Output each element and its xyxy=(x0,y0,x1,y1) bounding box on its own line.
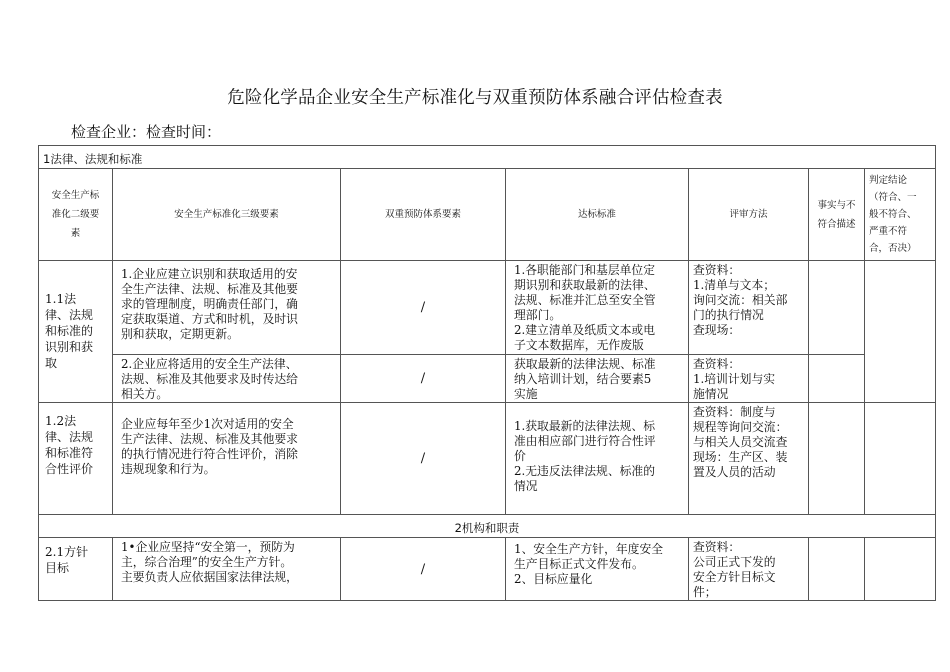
section-title-organization: 2机构和职责 xyxy=(39,515,936,538)
section-row-1 xyxy=(39,146,936,169)
header-method: 评审方法 xyxy=(689,169,809,261)
header-tertiary-element: 安全生产标准化三级要素 xyxy=(113,169,341,261)
header-row xyxy=(39,169,936,261)
facts-cell xyxy=(809,538,865,601)
header-conclusion: 判定结论 （符合、一 般不符合、 严重不符 合，否决） xyxy=(865,169,936,261)
element-1-1: 1.1法 律、法规 和标准的 识别和获 取 xyxy=(39,261,113,403)
facts-cell xyxy=(809,403,865,515)
method-cell: 查资料：制度与 规程等询问交流： 与相关人员交流查 现场：生产区、装 置及人员的活动 xyxy=(689,403,809,515)
checklist-table xyxy=(38,145,936,601)
standard-cell: 获取最新的法律法规、标准 纳入培训计划，结合要素5 实施 xyxy=(506,355,689,403)
table-row xyxy=(39,403,936,515)
requirement-cell: 企业应每年至少1次对适用的安全 生产法律、法规、标准及其他要求 的执行情况进行符合性评价，消除 违规现象和行为。 xyxy=(113,403,341,515)
standard-cell: 1、安全生产方针，年度安全 生产目标正式文件发布。 2、目标应量化 xyxy=(506,538,689,601)
conclusion-cell xyxy=(865,403,936,515)
inspection-meta-line: 检查企业：检查时间： xyxy=(71,123,222,141)
facts-cell xyxy=(809,261,865,355)
conclusion-cell xyxy=(865,538,936,601)
method-cell: 查资料： 1.清单与文本； 询问交流：相关部 门的执行情况 查现场： xyxy=(689,261,809,355)
method-cell: 查资料： 公司正式下发的 安全方针目标文 件； xyxy=(689,538,809,601)
table-row xyxy=(39,538,936,601)
table-row xyxy=(39,355,936,403)
requirement-cell: 2.企业应将适用的安全生产法律、 法规、标准及其他要求及时传达给 相关方。 xyxy=(113,355,341,403)
standard-cell: 1.获取最新的法律法规、标 准由相应部门进行符合性评 价 2.无违反法律法规、标准的 情况 xyxy=(506,403,689,515)
requirement-cell: 1•企业应坚持“安全第一，预防为 主，综合治理”的安全生产方针。 主要负责人应依据国家法律法规， xyxy=(113,538,341,601)
header-facts: 事实与不 符合描述 xyxy=(809,169,865,261)
method-cell: 查资料： 1.培训计划与实 施情况 xyxy=(689,355,809,403)
dual-prevention-cell: / xyxy=(341,538,506,601)
table-row xyxy=(39,261,936,355)
dual-prevention-cell: / xyxy=(341,403,506,515)
facts-cell xyxy=(809,355,865,403)
section-row-2 xyxy=(39,515,936,538)
element-1-2: 1.2法 律、法规 和标准符 合性评价 xyxy=(39,403,113,515)
header-secondary-element: 安全生产标 准化二级要 素 xyxy=(39,169,113,261)
section-title-laws: 1法律、法规和标准 xyxy=(39,146,936,169)
standard-cell: 1.各职能部门和基层单位定 期识别和获取最新的法律、 法规、标准并汇总至安全管 理部门。 2.建立清单及纸质文本或电 子文本数据库，无作废版 xyxy=(506,261,689,355)
dual-prevention-cell: / xyxy=(341,261,506,355)
requirement-cell: 1.企业应建立识别和获取适用的安 全生产法律、法规、标准及其他要 求的管理制度，明确责任部门，确 定获取渠道、方式和时机，及时识 别和获取，定期更新。 xyxy=(113,261,341,355)
document-title: 危险化学品企业安全生产标准化与双重预防体系融合评估检查表 xyxy=(227,88,723,108)
element-2-1: 2.1方针 目标 xyxy=(39,538,113,601)
dual-prevention-cell: / xyxy=(341,355,506,403)
header-dual-prevention: 双重预防体系要素 xyxy=(341,169,506,261)
header-standard: 达标标准 xyxy=(506,169,689,261)
conclusion-cell xyxy=(865,261,936,403)
